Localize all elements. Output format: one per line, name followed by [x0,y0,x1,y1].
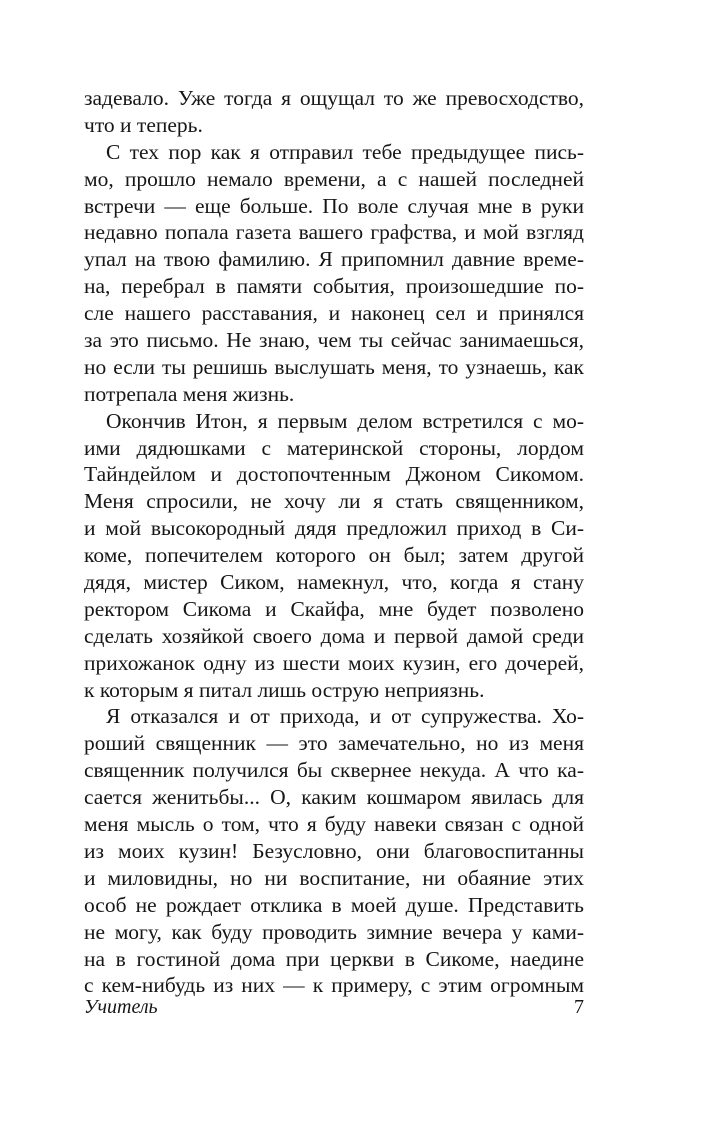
text-line: с кем-нибудь из них — к примеру, с этим огромным [84,973,584,998]
text-line: к которым я питал лишь острую неприязнь. [84,677,485,702]
text-line: ректором Сикома и Скайфа, мне будет позволено [84,596,584,621]
text-line: и мой высокородный дядя предложил приход в Си- [84,516,584,541]
page-footer [84,993,584,1021]
text-line: но если ты решишь выслушать меня, то узнаешь, как [84,354,584,379]
text-line: Меня спросили, не хочу ли я стать священником, [84,489,584,514]
text-line: не могу, как буду проводить зимние вечера у ками- [84,919,584,944]
page-text-block [84,85,584,999]
page-number: 7 [574,996,584,1018]
text-line: недавно попала газета вашего графства, и мой взгляд [84,220,584,245]
text-line: Окончив Итон, я первым делом встретился с мо- [106,408,584,433]
text-line: коме, попечителем которого он был; затем другой [84,543,584,568]
text-line: что и теперь. [84,112,203,137]
text-line: упал на твою фамилию. Я припомнил давние време- [84,247,584,272]
text-line: на в гостиной дома при церкви в Сикоме, наедине [84,946,584,971]
text-line: за это письмо. Не знаю, чем ты сейчас занимаешься, [84,328,584,353]
text-line: прихожанок одну из шести моих кузин, его дочерей, [84,650,584,675]
text-line: мо, прошло немало времени, а с нашей последней [84,166,584,191]
running-title: Учитель [84,996,158,1018]
text-line: потрепала меня жизнь. [84,381,295,406]
text-line: задевало. Уже тогда я ощущал то же превосходство, [84,86,584,110]
text-line: дядя, мистер Сиком, намекнул, что, когда я стану [84,570,584,595]
text-line: на, перебрал в памяти события, произошедшие по- [84,274,584,299]
text-line: сделать хозяйкой своего дома и первой дамой среди [84,623,584,648]
text-line: ими дядюшками с материнской стороны, лордом [84,435,584,460]
text-line: из моих кузин! Безусловно, они благовоспитанны [84,838,584,863]
text-line: особ не рождает отклика в моей душе. Представить [84,892,584,917]
text-line: роший священник — это замечательно, но из меня [84,731,584,756]
text-line: и миловидны, но ни воспитание, ни обаяние этих [84,865,584,890]
text-line: встречи — еще больше. По воле случая мне в руки [84,193,584,218]
text-line: меня мысль о том, что я буду навеки связан с одной [84,812,584,837]
text-line: С тех пор как я отправил тебе предыдущее пись- [106,139,584,164]
text-line: священник получился бы сквернее некуда. А что ка- [84,758,584,783]
text-line: сле нашего расставания, и наконец сел и принялся [84,301,584,326]
text-line: Я отказался и от прихода, и от супружества. Хо- [106,704,584,729]
text-line: Тайндейлом и достопочтенным Джоном Сикомом. [84,462,584,487]
text-line: сается женитьбы... О, каким кошмаром явилась для [84,785,584,810]
